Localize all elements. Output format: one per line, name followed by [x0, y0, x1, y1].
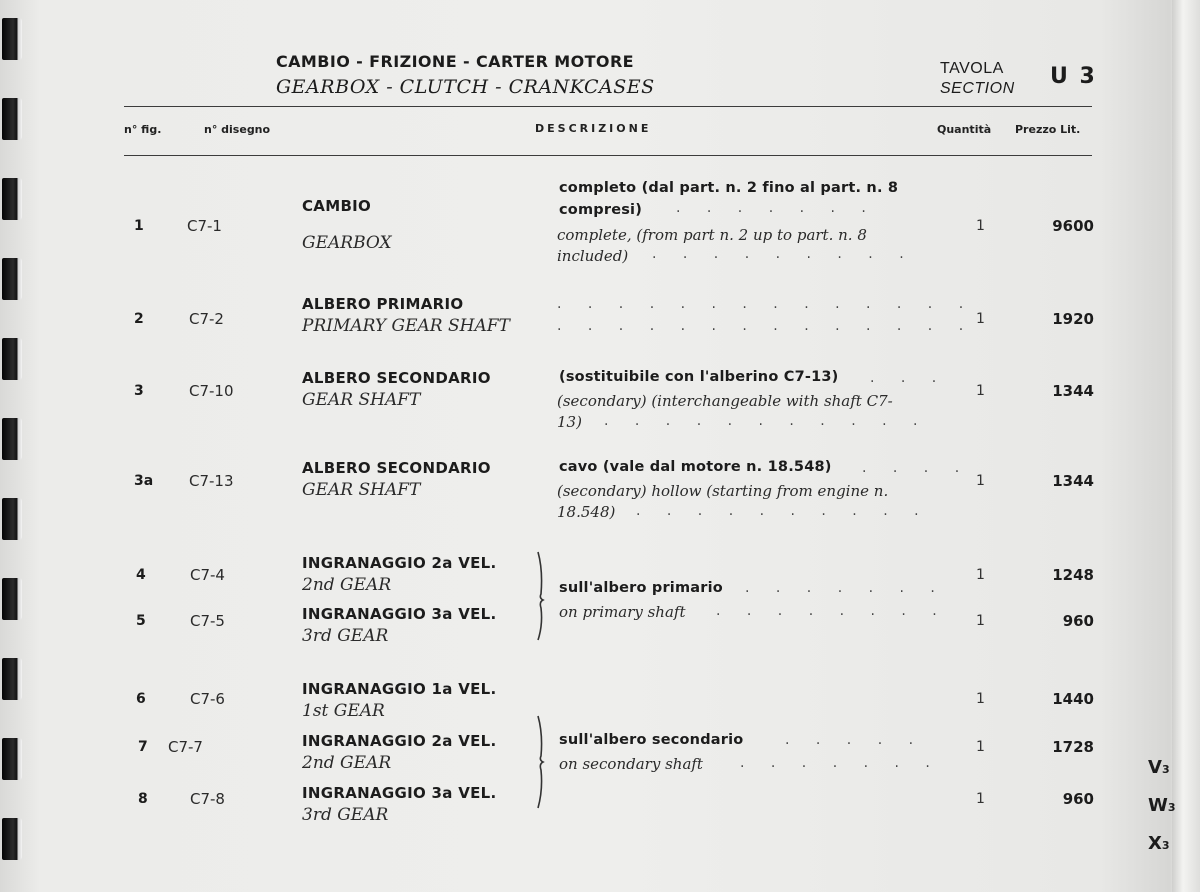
fig-number: 3a: [134, 473, 154, 489]
binding-ring: [2, 178, 22, 220]
part-name-en: GEARBOX: [302, 233, 392, 253]
part-name-en: 3rd GEAR: [302, 626, 389, 646]
tavola-label: TAVOLA: [940, 60, 1004, 77]
fig-number: 2: [134, 311, 144, 327]
leader-dots: . . . . . . . . . . . . . .: [557, 318, 975, 334]
group-description-en: on secondary shaft: [559, 755, 703, 773]
quantity: 1: [976, 691, 985, 707]
leader-dots: . . . . . . . . .: [652, 246, 915, 262]
part-name-it: INGRANAGGIO 3a VEL.: [302, 605, 497, 623]
part-name-en: GEAR SHAFT: [302, 480, 421, 500]
leader-dots: . . . . . . .: [745, 580, 946, 596]
fig-number: 4: [136, 567, 146, 583]
leader-dots: . . . . . . . . . .: [636, 503, 930, 519]
binding-ring: [2, 578, 22, 620]
price: 1344: [1052, 472, 1094, 490]
part-name-it: INGRANAGGIO 2a VEL.: [302, 732, 497, 750]
description-en: complete, (from part n. 2 up to part. n. 8: [557, 226, 867, 244]
tab-letter: V: [1148, 757, 1162, 778]
leader-dots: . . . . .: [785, 732, 925, 748]
price: 1248: [1052, 566, 1094, 584]
title-italian: CAMBIO - FRIZIONE - CARTER MOTORE: [276, 52, 634, 71]
binding-ring: [2, 258, 22, 300]
leader-dots: . . . . . . . . . . .: [604, 413, 929, 429]
drawing-code: C7-13: [189, 472, 234, 490]
binding-ring: [2, 658, 22, 700]
description-it: (sostituibile con l'alberino C7-13): [559, 369, 839, 385]
part-name-en: 2nd GEAR: [302, 753, 392, 773]
leader-dots: . . . .: [862, 460, 971, 476]
part-name-en: PRIMARY GEAR SHAFT: [302, 316, 510, 336]
price: 1344: [1052, 382, 1094, 400]
tab-letter: W: [1148, 795, 1168, 816]
fig-number: 7: [138, 739, 148, 755]
group-description-it: sull'albero secondario: [559, 732, 744, 748]
fig-number: 3: [134, 383, 144, 399]
col-prezzo: Prezzo Lit.: [1015, 123, 1081, 136]
description-en-cont: 18.548): [557, 503, 616, 521]
leader-dots: . . . . . . .: [740, 755, 941, 771]
binding-ring: [2, 98, 22, 140]
fig-number: 1: [134, 218, 144, 234]
tab-letter: X: [1148, 833, 1162, 854]
quantity: 1: [976, 613, 985, 629]
price: 1728: [1052, 738, 1094, 756]
group-description-en: on primary shaft: [559, 603, 686, 621]
part-name-en: 3rd GEAR: [302, 805, 389, 825]
part-name-it: ALBERO SECONDARIO: [302, 459, 491, 477]
leader-dots: . . . . . . . . . . . . . .: [557, 296, 975, 312]
description-it: completo (dal part. n. 2 fino al part. n. 8: [559, 180, 899, 196]
group-brace: [534, 714, 550, 810]
leader-dots: . . . . . . .: [676, 200, 877, 216]
quantity: 1: [976, 567, 985, 583]
drawing-code: C7-8: [190, 790, 225, 808]
drawing-code: C7-1: [187, 217, 222, 235]
drawing-code: C7-5: [190, 612, 225, 630]
part-name-en: 1st GEAR: [302, 701, 385, 721]
group-description-it: sull'albero primario: [559, 580, 723, 596]
quantity: 1: [976, 383, 985, 399]
part-name-it: INGRANAGGIO 1a VEL.: [302, 680, 497, 698]
page-edge: [1172, 0, 1200, 892]
spiral-binding: [0, 0, 30, 892]
binding-ring: [2, 338, 22, 380]
part-name-en: 2nd GEAR: [302, 575, 392, 595]
part-name-it: INGRANAGGIO 2a VEL.: [302, 554, 497, 572]
part-name-it: ALBERO PRIMARIO: [302, 295, 464, 313]
leader-dots: . . .: [870, 370, 948, 386]
col-descrizione: DESCRIZIONE: [535, 122, 652, 135]
section-code: U 3: [1050, 64, 1097, 89]
drawing-code: C7-7: [168, 738, 203, 756]
tab-subscript: 3: [1167, 801, 1176, 814]
quantity: 1: [976, 791, 985, 807]
part-name-en: GEAR SHAFT: [302, 390, 421, 410]
price: 960: [1062, 612, 1094, 630]
quantity: 1: [976, 473, 985, 489]
fig-number: 5: [136, 613, 146, 629]
tab-subscript: 3: [1161, 763, 1170, 776]
description-en-cont: 13): [557, 413, 582, 431]
quantity: 1: [976, 739, 985, 755]
description-it-cont: compresi): [559, 202, 643, 218]
part-name-it: INGRANAGGIO 3a VEL.: [302, 784, 497, 802]
description-en-cont: included): [557, 247, 629, 265]
description-en: (secondary) (interchangeable with shaft C7-: [557, 392, 893, 410]
part-name-it: CAMBIO: [302, 197, 372, 215]
binding-ring: [2, 498, 22, 540]
drawing-code: C7-4: [190, 566, 225, 584]
col-disegno: n° disegno: [204, 123, 271, 136]
index-tab-x[interactable]: [1148, 833, 1170, 854]
price: 9600: [1052, 217, 1094, 235]
quantity: 1: [976, 311, 985, 327]
drawing-code: C7-6: [190, 690, 225, 708]
description-it: cavo (vale dal motore n. 18.548): [559, 459, 832, 475]
binding-ring: [2, 18, 22, 60]
binding-ring: [2, 738, 22, 780]
quantity: 1: [976, 218, 985, 234]
section-label: SECTION: [940, 80, 1015, 97]
price: 960: [1062, 790, 1094, 808]
description-en: (secondary) hollow (starting from engine n.: [557, 482, 889, 500]
column-rule: [124, 155, 1092, 156]
title-english: GEARBOX - CLUTCH - CRANKCASES: [276, 76, 655, 98]
binding-ring: [2, 818, 22, 860]
drawing-code: C7-10: [189, 382, 234, 400]
leader-dots: . . . . . . . .: [716, 603, 948, 619]
fig-number: 8: [138, 791, 148, 807]
header-rule: [124, 106, 1092, 107]
price: 1440: [1052, 690, 1094, 708]
index-tab-w[interactable]: [1148, 795, 1176, 816]
index-tab-v[interactable]: [1148, 757, 1170, 778]
col-fig: n° fig.: [124, 123, 162, 136]
fig-number: 6: [136, 691, 146, 707]
price: 1920: [1052, 310, 1094, 328]
part-name-it: ALBERO SECONDARIO: [302, 369, 491, 387]
group-brace: [534, 550, 550, 642]
binding-ring: [2, 418, 22, 460]
tab-subscript: 3: [1161, 839, 1170, 852]
drawing-code: C7-2: [189, 310, 224, 328]
col-quantita: Quantità: [937, 123, 992, 136]
